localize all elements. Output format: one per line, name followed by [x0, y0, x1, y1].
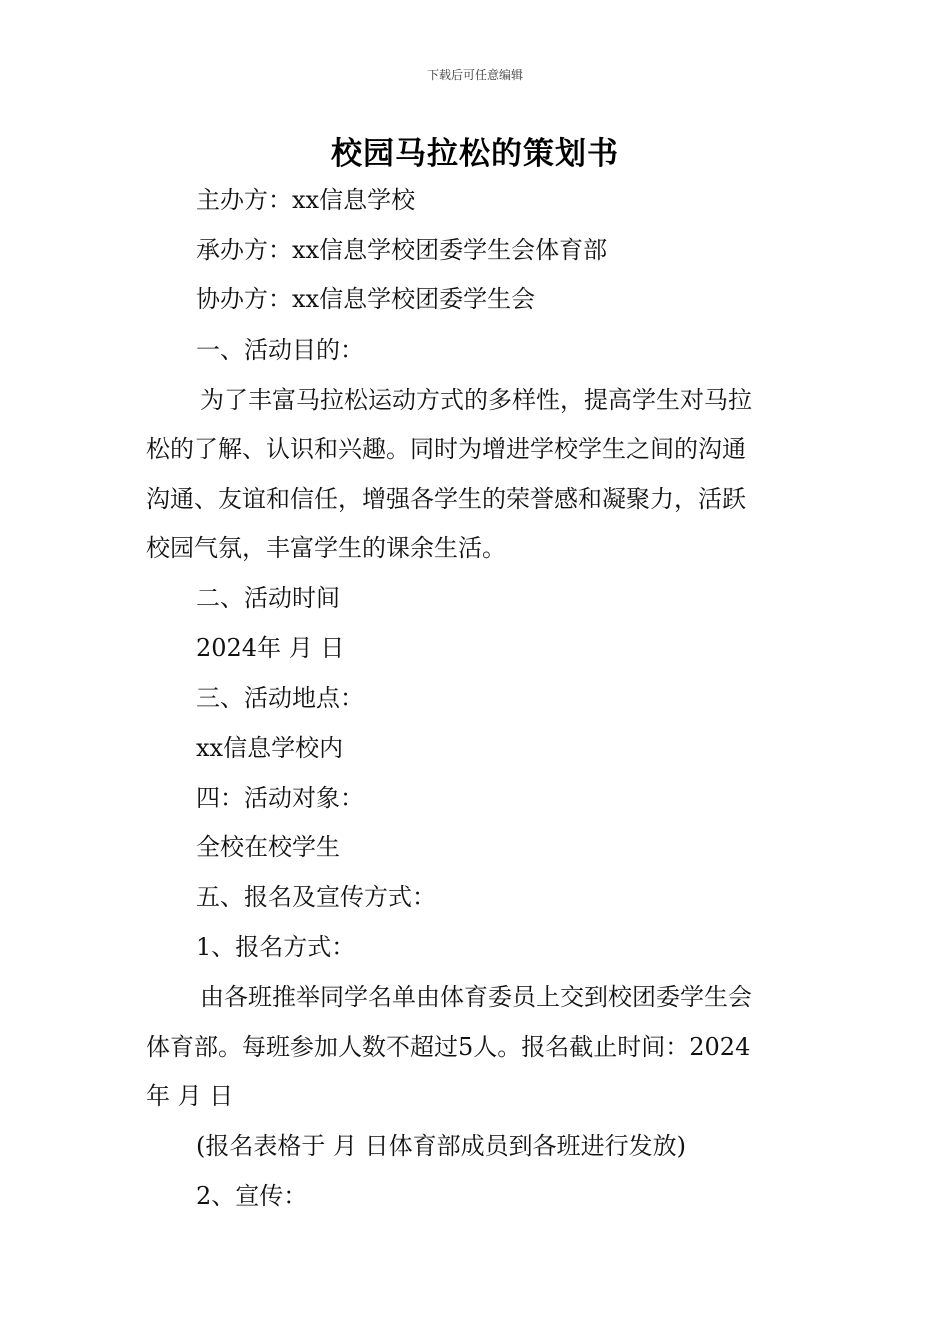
section-heading-time: 二、活动时间 [196, 584, 340, 612]
paragraph-line: 年 月 日 [146, 1082, 234, 1110]
paragraph-line: 校园气氛，丰富学生的课余生活。 [146, 534, 506, 562]
paragraph-line: 为了丰富马拉松运动方式的多样性，提高学生对马拉 [200, 386, 752, 414]
registration-form-note: (报名表格于 月 日体育部成员到各班进行发放) [196, 1132, 686, 1160]
section-heading-purpose: 一、活动目的： [196, 336, 364, 364]
paragraph-line: 松的了解、认识和兴趣。同时为增进学校学生之间的沟通 [146, 435, 746, 463]
paragraph-line: 沟通、友谊和信任，增强各学生的荣誉感和凝聚力，活跃 [146, 485, 746, 513]
event-location: xx信息学校内 [196, 734, 344, 762]
paragraph-line: 体育部。每班参加人数不超过5人。报名截止时间：2024 [146, 1033, 751, 1061]
event-audience: 全校在校学生 [196, 833, 340, 861]
section-heading-audience: 四：活动对象： [196, 784, 364, 812]
page-header-note: 下载后可任意编辑 [426, 68, 523, 82]
event-date: 2024年 月 日 [196, 634, 345, 662]
paragraph-line: 由各班推举同学名单由体育委员上交到校团委学生会 [200, 983, 752, 1011]
section-heading-registration: 五、报名及宣传方式： [196, 883, 436, 911]
organizer-line: 主办方：xx信息学校 [196, 186, 416, 214]
co-organizer-line: 协办方：xx信息学校团委学生会 [196, 285, 536, 313]
section-heading-location: 三、活动地点： [196, 684, 364, 712]
document-title: 校园马拉松的策划书 [331, 136, 619, 172]
subheading-registration-method: 1、报名方式： [196, 933, 356, 961]
subheading-publicity: 2、宣传： [196, 1182, 308, 1210]
undertaker-line: 承办方：xx信息学校团委学生会体育部 [196, 236, 608, 264]
